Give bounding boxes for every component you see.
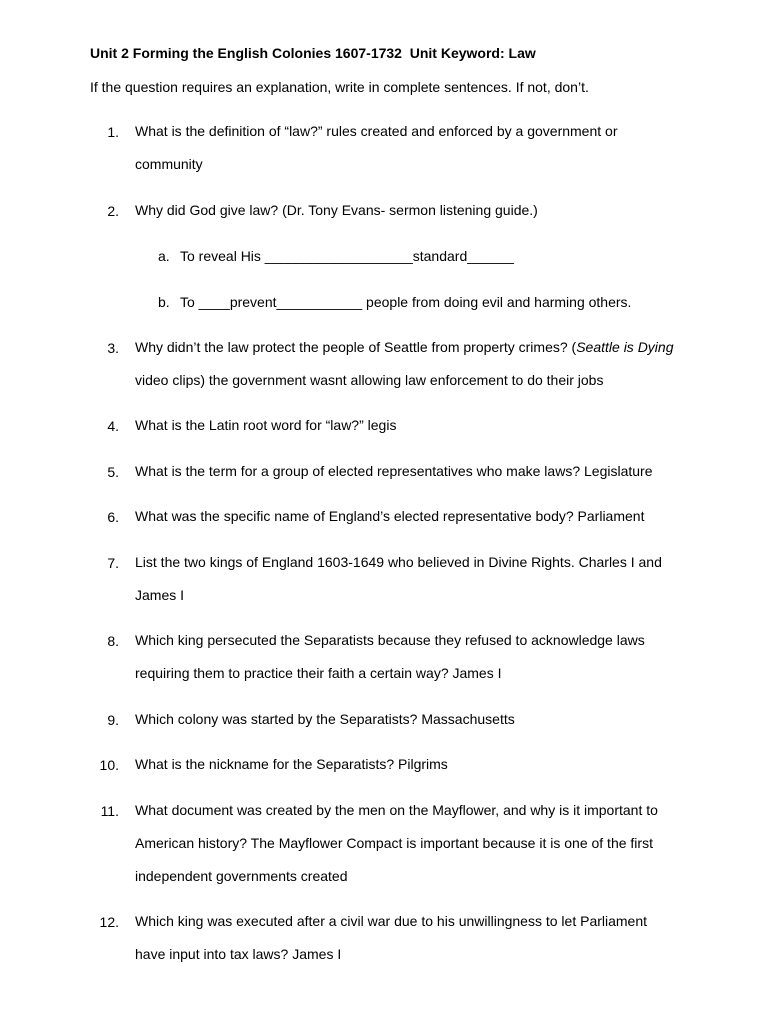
question-number: 5. (107, 464, 119, 480)
question-text: List the two kings of England 1603-1649 who believed in Divine Rights. Charles I and James I (135, 554, 662, 603)
question-text: What document was created by the men on the Mayflower, and why is it important to American history? The Mayflower Compact is important because it is one of the first independent governments created (135, 802, 658, 884)
question-number: 12. (99, 914, 119, 930)
question-text: What is the term for a group of elected representatives who make laws? Legislature (135, 463, 653, 479)
question-text: Why did God give law? (Dr. Tony Evans- sermon listening guide.) (135, 202, 538, 218)
question-number: 1. (107, 124, 119, 140)
question-text: Which colony was started by the Separatists? Massachusetts (135, 711, 515, 727)
question-number: 10. (99, 757, 119, 773)
video-title: Seattle is Dying (576, 339, 674, 355)
subitem-letter: a. (158, 248, 170, 264)
question-number: 3. (107, 340, 119, 356)
subitem-text: To reveal His ___________________standard______ (180, 248, 514, 264)
question-number: 8. (107, 633, 119, 649)
question-text: Which king persecuted the Separatists because they refused to acknowledge laws requiring them to practice their faith a certain way? James I (135, 632, 645, 681)
subitem-text: To ____prevent___________ people from doing evil and harming others. (180, 294, 632, 310)
question-number: 6. (107, 509, 119, 525)
question-number: 11. (100, 803, 119, 819)
question-text-part: video clips) the government wasnt allowing law enforcement to do their jobs (135, 372, 604, 388)
question-text: Which king was executed after a civil war due to his unwillingness to let Parliament have input into tax laws? James I (135, 913, 648, 962)
instructions: If the question requires an explanation, write in complete sentences. If not, don’t. (90, 79, 589, 95)
question-number: 4. (107, 418, 119, 434)
subitem-letter: b. (158, 294, 170, 310)
question-number: 9. (107, 712, 119, 728)
question-text: What is the Latin root word for “law?” legis (135, 417, 397, 433)
page-title: Unit 2 Forming the English Colonies 1607-1732 Unit Keyword: Law (90, 45, 536, 61)
question-number: 2. (107, 203, 119, 219)
question-text: What is the definition of “law?” rules created and enforced by a government or community (135, 123, 618, 172)
question-number: 7. (107, 555, 119, 571)
question-text-part: Why didn’t the law protect the people of Seattle from property crimes? ( (135, 339, 577, 355)
question-text: What was the specific name of England’s elected representative body? Parliament (135, 508, 645, 524)
question-text (135, 331, 680, 397)
question-text: What is the nickname for the Separatists? Pilgrims (135, 756, 448, 772)
